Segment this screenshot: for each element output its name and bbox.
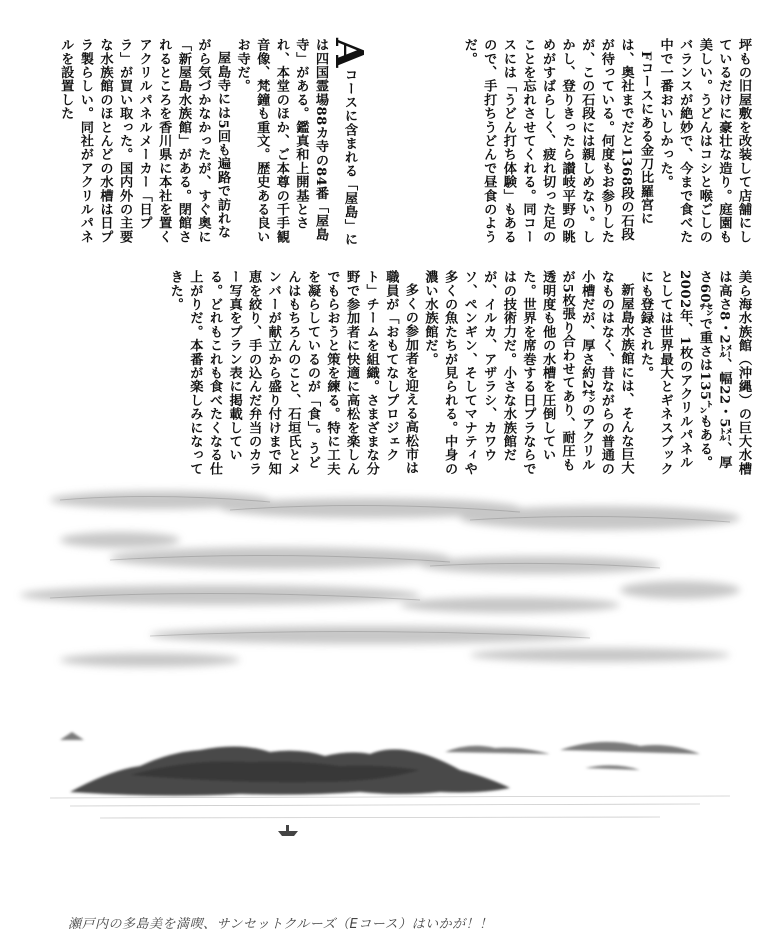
paragraph: 屋島寺には5回も遍路で訪れながら気づかなかったが、すぐ奥に「新屋島水族館」がある。閉館されるところを香川県に本社を置くアクリルパネルメーカー「日プラ」が買い取った。国内外の主要な水族館のほとんどの水槽は日プラ製らしい。同社がアクリルパネルを設置した xyxy=(58,38,231,244)
boat-icon xyxy=(278,825,298,836)
main-island xyxy=(70,746,510,795)
paragraph: 坪もの旧屋敷を改装して店舗にしているだけに豪壮な造り。庭園も美しい。うどんはコシと喉ごしのバランスが絶妙で、今まで食べた中で一番おいしかった。 xyxy=(657,38,751,244)
paragraph: 新屋島水族館には、そんな巨大なものはなく、昔ながらの普通の小槽だが、厚さ約2㌢のアクリルが5枚張り合わせてあり、耐圧も透明度も他の水槽を圧倒していた。世界を席巻する日プラならではの技術力だ。小さな水族館だが、イルカ、アザラシ、カワウソ、ペンギン、そしてマナティや多くの魚たちが見られる。中身の濃い水族館だ。 xyxy=(422,270,634,476)
illustration-caption: 瀬戸内の多島美を満喫、サンセットクルーズ（Eコース）はいかが！！ xyxy=(68,917,493,932)
article-column-top-right xyxy=(373,38,753,248)
water-lines xyxy=(50,796,730,818)
paragraph: Fコースにある金刀比羅宮には、奥社までだと1368段の石段が待っている。何度もお参りしたが、この石段には親しめない。しかし、登りきったら讃岐平野の眺めがすばらしく、疲れ切った足のことを忘れさせてくれる。同コースには「うどん打ち体験」もあるので、手打ちうどんで昼食のようだ。 xyxy=(461,38,654,244)
article-column-mid-right xyxy=(167,270,753,480)
paragraph: 美ら海水族館（沖縄）の巨大水槽は高さ8・2㍍、幅22・5㍍、厚さ60㌢で重さは135㌧もある。2002年、1枚のアクリルパネルとしては世界最大とギネスブックにも登録された。 xyxy=(638,270,751,476)
paragraph-text: コースに含まれる「屋島」には四国霊場88カ寺の84番「屋島寺」がある。鑑真和上開基とされ、本堂のほか、ご本尊の千手観音像、梵鐘も重文。歴史ある良いお寺だ。 xyxy=(234,38,357,247)
dropcap-letter: A xyxy=(327,38,372,68)
sketch-svg xyxy=(40,470,745,910)
paragraph: 多くの参加者を迎える高松市は職員が「おもてなしプロジェクト」チームを組織。さまざまな分野で参加者に快適に高松を楽しんでもらおうと策を練る。特に工夫を凝らしているのが「食」。うどんはもちろんのこと、石垣氏とメンバーが献立から盛り付けまで知恵を絞り、手の込んだ弁当のカラー写真をプラン表に掲載している。どれもこれも食べたくなる仕上がりだ。本番が楽しみになってきた。 xyxy=(167,270,418,476)
seto-inland-sea-sketch xyxy=(40,470,745,910)
article-column-top-left xyxy=(8,38,372,248)
paragraph-with-dropcap xyxy=(232,38,372,248)
